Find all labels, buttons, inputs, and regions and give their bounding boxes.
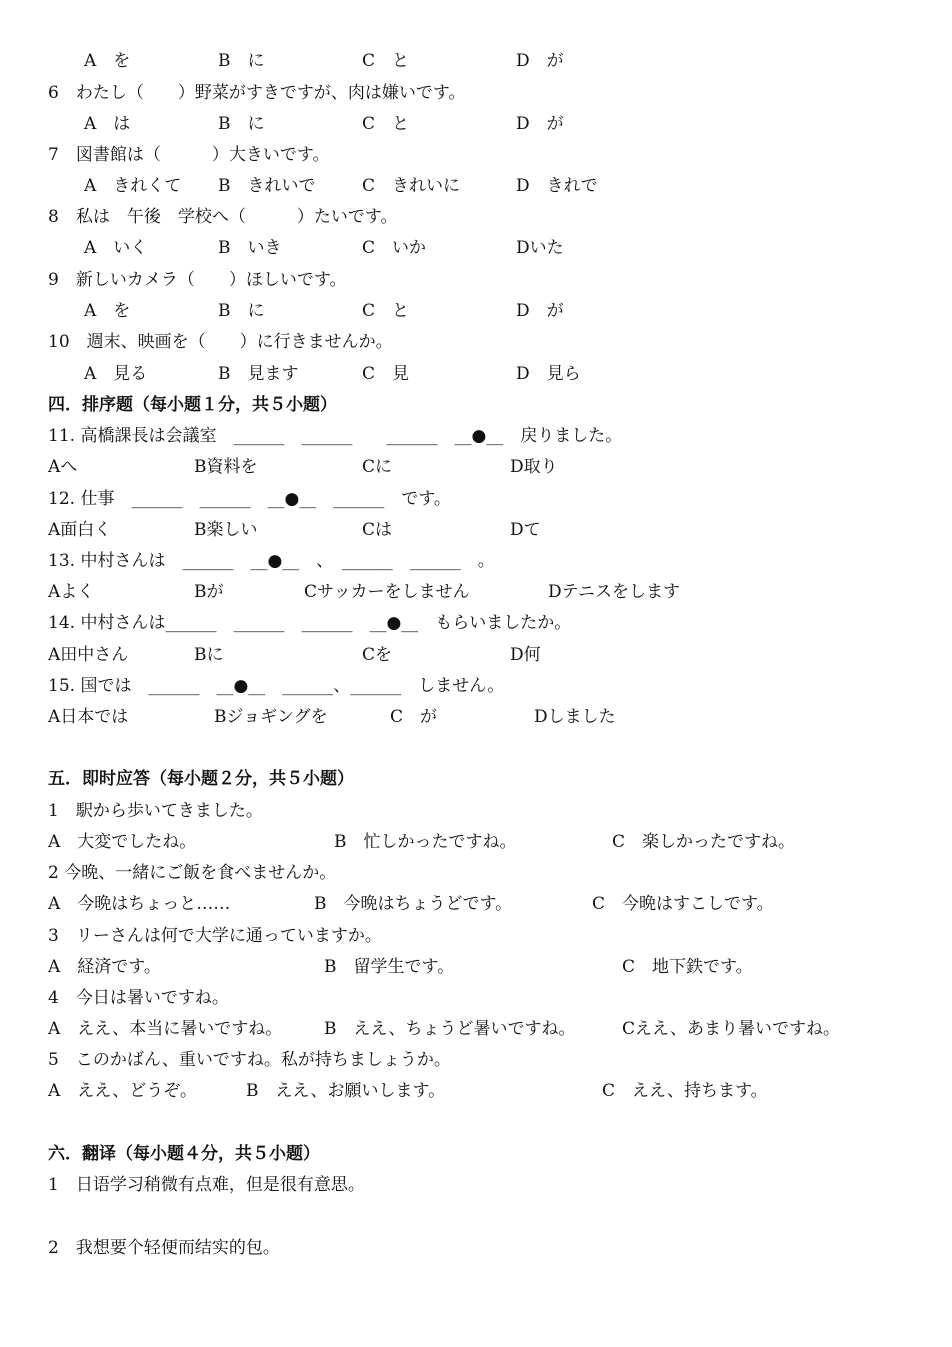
option-a: A を <box>84 51 131 71</box>
section-6-title: 六．翻译（每小题４分，共５小题） <box>48 1144 320 1164</box>
option-d: D が <box>516 114 564 134</box>
option-a: A 今晩はちょっと…… <box>48 894 231 914</box>
question-10: 10 週末、映画を（ ）に行きませんか。 <box>48 332 393 352</box>
option-c: Cサッカーをしません <box>304 582 470 602</box>
option-b: B いき <box>218 238 282 258</box>
translation-question-1: 1 日语学习稍微有点难，但是很有意思。 <box>48 1175 365 1195</box>
question-9: 9 新しいカメラ（ ）ほしいです。 <box>48 270 347 290</box>
response-question-4: 4 今日は暑いですね。 <box>48 988 229 1008</box>
option-c: C と <box>362 114 410 134</box>
option-a: A 大変でしたね。 <box>48 832 197 852</box>
q5-options <box>84 48 564 74</box>
option-c: Cええ、あまり暑いですね。 <box>622 1019 841 1039</box>
section-4-title: 四．排序题（每小题１分，共５小题） <box>48 395 337 415</box>
option-c: C ええ、持ちます。 <box>602 1081 768 1101</box>
option-c: C が <box>390 707 438 727</box>
question-7: 7 図書館は（ ）大きいです。 <box>48 145 330 165</box>
question-12: 12. 仕事 ______ ______ __●__ ______ です。 <box>48 489 451 509</box>
option-b: B ええ、お願いします。 <box>246 1081 446 1101</box>
q7-options <box>84 173 598 199</box>
q10-options <box>84 361 581 387</box>
option-b: B に <box>218 51 265 71</box>
option-a: A きれくて <box>84 176 182 196</box>
option-c: C 見 <box>362 364 410 384</box>
option-b: B に <box>218 114 265 134</box>
option-c: C 地下鉄です。 <box>622 957 753 977</box>
q9-options <box>84 298 564 324</box>
response-1-options <box>48 829 796 855</box>
response-4-options <box>48 1016 841 1042</box>
response-2-options <box>48 891 774 917</box>
option-c: C きれいに <box>362 176 461 196</box>
option-d: D が <box>516 51 564 71</box>
q12-options <box>48 517 541 543</box>
option-b: Bに <box>194 645 224 665</box>
option-b: B 今晩はちょうどです。 <box>314 894 513 914</box>
option-a: A 経済です。 <box>48 957 161 977</box>
option-a: A ええ、どうぞ。 <box>48 1081 197 1101</box>
q15-options <box>48 704 616 730</box>
option-c: Cに <box>362 457 393 477</box>
option-c: Cは <box>362 520 393 540</box>
option-c: C 今晩はすこしです。 <box>592 894 774 914</box>
q13-options <box>48 579 680 605</box>
option-a: A日本では <box>48 707 129 727</box>
q8-options <box>84 235 564 261</box>
response-3-options <box>48 954 753 980</box>
option-b: B 忙しかったですね。 <box>334 832 517 852</box>
translation-question-2: 2 我想要个轻便而结实的包。 <box>48 1238 280 1258</box>
option-b: Bが <box>194 582 224 602</box>
response-question-1: 1 駅から歩いてきました。 <box>48 801 263 821</box>
option-a: A は <box>84 114 131 134</box>
question-13: 13. 中村さんは ______ __●__ 、 ______ ______ 。 <box>48 551 495 571</box>
option-d: D が <box>516 301 564 321</box>
option-b: B きれいで <box>218 176 316 196</box>
option-d: Dしました <box>534 707 616 727</box>
option-a: A いく <box>84 238 148 258</box>
option-c: C いか <box>362 238 427 258</box>
option-a: Aよく <box>48 582 95 602</box>
response-5-options <box>48 1078 768 1104</box>
option-b: Bジョギングを <box>214 707 328 727</box>
option-b: B 見ます <box>218 364 299 384</box>
option-d: D 見ら <box>516 364 581 384</box>
option-b: B資料を <box>194 457 258 477</box>
option-c: Cを <box>362 645 393 665</box>
response-question-5: 5 このかばん、重いですね。私が持ちましょうか。 <box>48 1050 451 1070</box>
option-b: B楽しい <box>194 520 258 540</box>
option-d: D きれで <box>516 176 598 196</box>
option-b: B 留学生です。 <box>324 957 455 977</box>
option-c: C と <box>362 301 410 321</box>
q6-options <box>84 111 564 137</box>
option-d: D取り <box>510 457 558 477</box>
option-a: A田中さん <box>48 645 129 665</box>
option-c: C 楽しかったですね。 <box>612 832 796 852</box>
section-5-title: 五．即时应答（每小题２分，共５小题） <box>48 769 354 789</box>
response-question-3: 3 リーさんは何で大学に通っていますか。 <box>48 926 382 946</box>
question-8: 8 私は 午後 学校へ（ ）たいです。 <box>48 207 398 227</box>
option-b: B ええ、ちょうど暑いですね。 <box>324 1019 576 1039</box>
q14-options <box>48 642 541 668</box>
option-d: Dて <box>510 520 541 540</box>
option-d: D何 <box>510 645 541 665</box>
option-a: A を <box>84 301 131 321</box>
question-6: 6 わたし（ ）野菜がすきですが、肉は嫌いです。 <box>48 83 466 103</box>
option-a: A面白く <box>48 520 112 540</box>
option-a: A ええ、本当に暑いですね。 <box>48 1019 283 1039</box>
q11-options <box>48 454 558 480</box>
question-14: 14. 中村さんは______ ______ ______ __●__ もらいましたか。 <box>48 613 572 633</box>
option-d: Dいた <box>516 238 564 258</box>
option-d: Dテニスをします <box>548 582 680 602</box>
option-b: B に <box>218 301 265 321</box>
question-11: 11. 高橋課長は会議室 ______ ______ ______ __●__ 戻りました。 <box>48 426 623 446</box>
option-a: Aへ <box>48 457 78 477</box>
option-c: C と <box>362 51 410 71</box>
option-a: A 見る <box>84 364 148 384</box>
question-15: 15. 国では ______ __●__ ______、______ しません。 <box>48 676 505 696</box>
response-question-2: 2 今晩、一緒にご飯を食べませんか。 <box>48 863 337 883</box>
